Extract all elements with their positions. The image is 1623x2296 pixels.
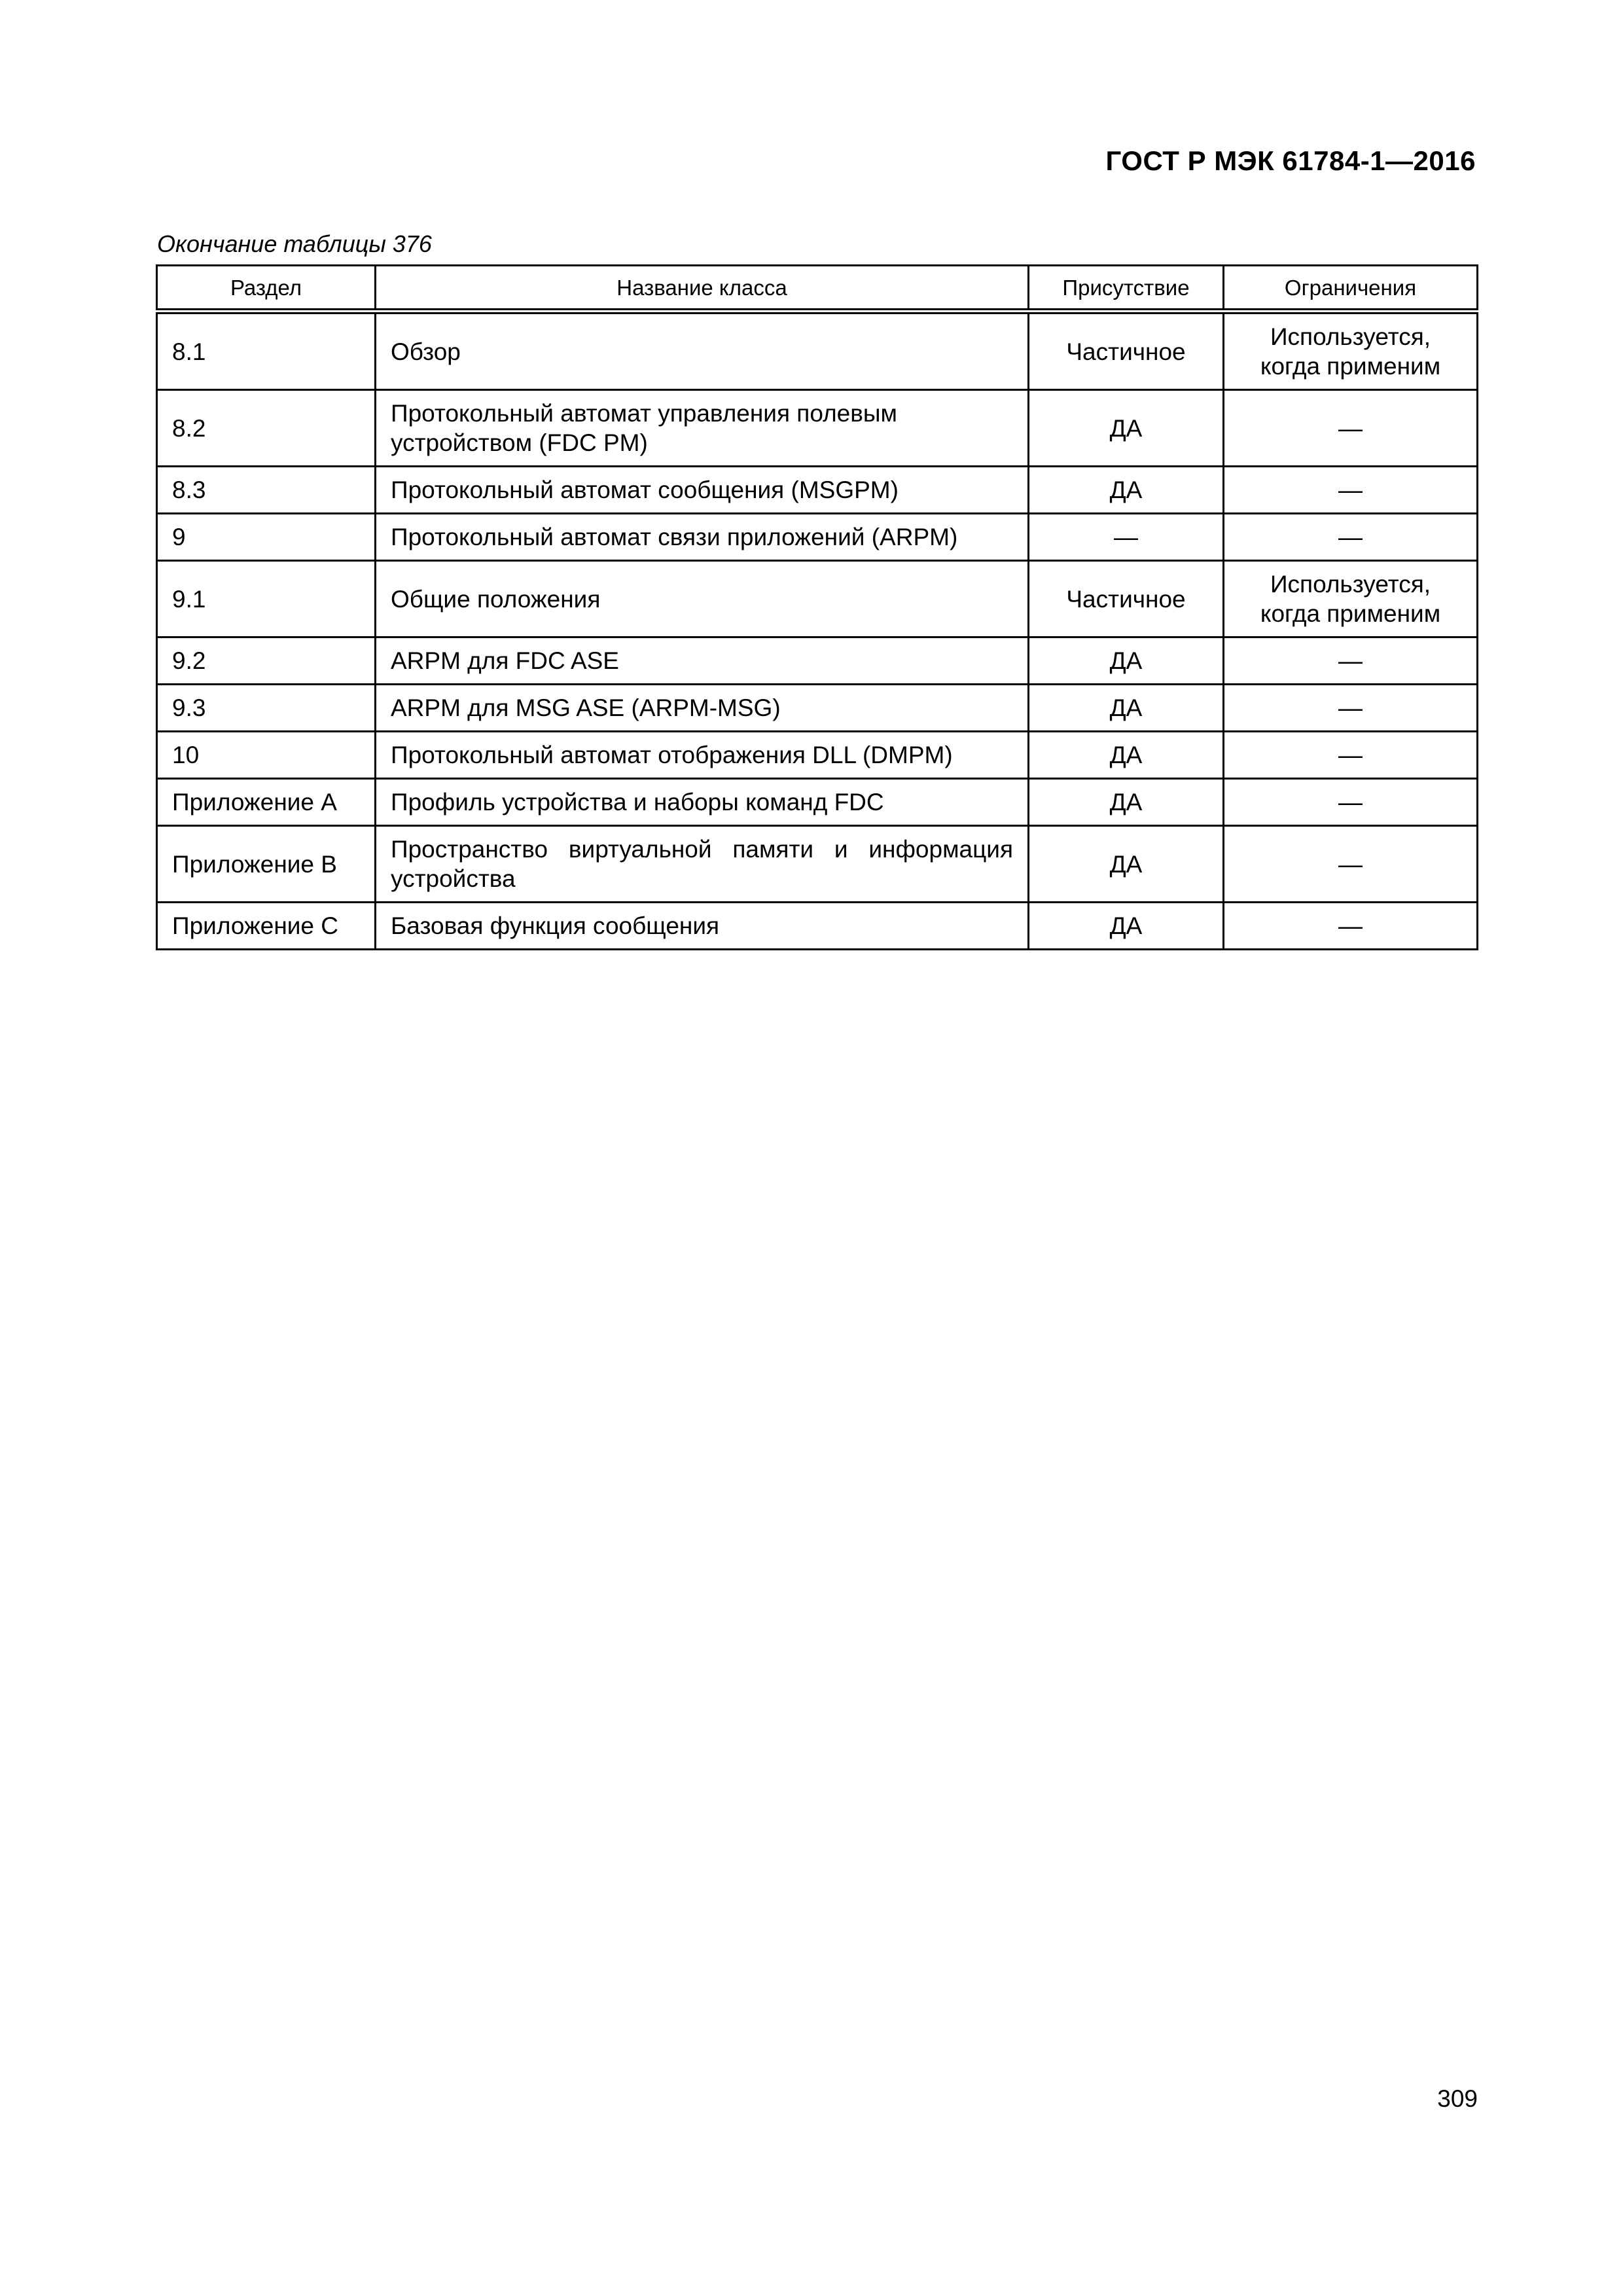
cell-limits: — bbox=[1224, 514, 1478, 561]
table-caption: Окончание таблицы 376 bbox=[157, 230, 432, 257]
cell-limits: — bbox=[1224, 732, 1478, 779]
cell-section: 10 bbox=[157, 732, 376, 779]
cell-section: Приложение А bbox=[157, 779, 376, 826]
cell-presence: ДА bbox=[1029, 637, 1224, 685]
column-header-class-name: Название класса bbox=[376, 266, 1029, 312]
document-code: ГОСТ Р МЭК 61784-1—2016 bbox=[1105, 145, 1476, 176]
cell-presence: ДА bbox=[1029, 685, 1224, 732]
cell-class-name: ARPM для MSG ASE (ARPM-MSG) bbox=[376, 685, 1029, 732]
column-header-section: Раздел bbox=[157, 266, 376, 312]
cell-presence: ДА bbox=[1029, 390, 1224, 467]
column-header-limits: Ограничения bbox=[1224, 266, 1478, 312]
header-row bbox=[157, 266, 1478, 312]
table-row bbox=[157, 312, 1478, 390]
table-body bbox=[157, 312, 1478, 950]
cell-class-name: Общие положения bbox=[376, 561, 1029, 637]
table-row bbox=[157, 637, 1478, 685]
table-row bbox=[157, 903, 1478, 950]
cell-limits: — bbox=[1224, 826, 1478, 903]
table-row bbox=[157, 390, 1478, 467]
cell-limits: — bbox=[1224, 779, 1478, 826]
cell-section: Приложение С bbox=[157, 903, 376, 950]
table-row bbox=[157, 561, 1478, 637]
cell-section: 9.2 bbox=[157, 637, 376, 685]
cell-limits: — bbox=[1224, 467, 1478, 514]
cell-class-name: Пространство виртуальной памяти и информация устройства bbox=[376, 826, 1029, 903]
cell-presence: ДА bbox=[1029, 826, 1224, 903]
cell-class-name: Протокольный автомат связи приложений (ARPM) bbox=[376, 514, 1029, 561]
cell-limits: — bbox=[1224, 390, 1478, 467]
cell-section: 8.2 bbox=[157, 390, 376, 467]
table-row bbox=[157, 467, 1478, 514]
table bbox=[156, 264, 1478, 950]
cell-presence: — bbox=[1029, 514, 1224, 561]
cell-limits: Используется, когда применим bbox=[1224, 312, 1478, 390]
cell-limits: — bbox=[1224, 637, 1478, 685]
cell-limits: Используется, когда применим bbox=[1224, 561, 1478, 637]
cell-section: 9.3 bbox=[157, 685, 376, 732]
table-row bbox=[157, 826, 1478, 903]
cell-presence: ДА bbox=[1029, 779, 1224, 826]
cell-section: 9.1 bbox=[157, 561, 376, 637]
cell-class-name: Протокольный автомат отображения DLL (DMPM) bbox=[376, 732, 1029, 779]
table-row bbox=[157, 685, 1478, 732]
cell-class-name: Базовая функция сообщения bbox=[376, 903, 1029, 950]
table-row bbox=[157, 732, 1478, 779]
table-row bbox=[157, 514, 1478, 561]
cell-section: 8.3 bbox=[157, 467, 376, 514]
cell-class-name: Протокольный автомат сообщения (MSGPM) bbox=[376, 467, 1029, 514]
cell-class-name: Протокольный автомат управления полевым устройством (FDC PM) bbox=[376, 390, 1029, 467]
cell-presence: Частичное bbox=[1029, 312, 1224, 390]
cell-section: Приложение В bbox=[157, 826, 376, 903]
cell-section: 9 bbox=[157, 514, 376, 561]
cell-limits: — bbox=[1224, 903, 1478, 950]
column-header-presence: Присутствие bbox=[1029, 266, 1224, 312]
cell-presence: ДА bbox=[1029, 903, 1224, 950]
requirements-table bbox=[156, 264, 1476, 950]
cell-class-name: ARPM для FDC ASE bbox=[376, 637, 1029, 685]
cell-limits: — bbox=[1224, 685, 1478, 732]
table-header bbox=[157, 266, 1478, 312]
cell-presence: Частичное bbox=[1029, 561, 1224, 637]
page-number: 309 bbox=[1437, 2085, 1478, 2112]
cell-presence: ДА bbox=[1029, 732, 1224, 779]
cell-class-name: Обзор bbox=[376, 312, 1029, 390]
table-row bbox=[157, 779, 1478, 826]
cell-class-name: Профиль устройства и наборы команд FDC bbox=[376, 779, 1029, 826]
cell-presence: ДА bbox=[1029, 467, 1224, 514]
cell-section: 8.1 bbox=[157, 312, 376, 390]
